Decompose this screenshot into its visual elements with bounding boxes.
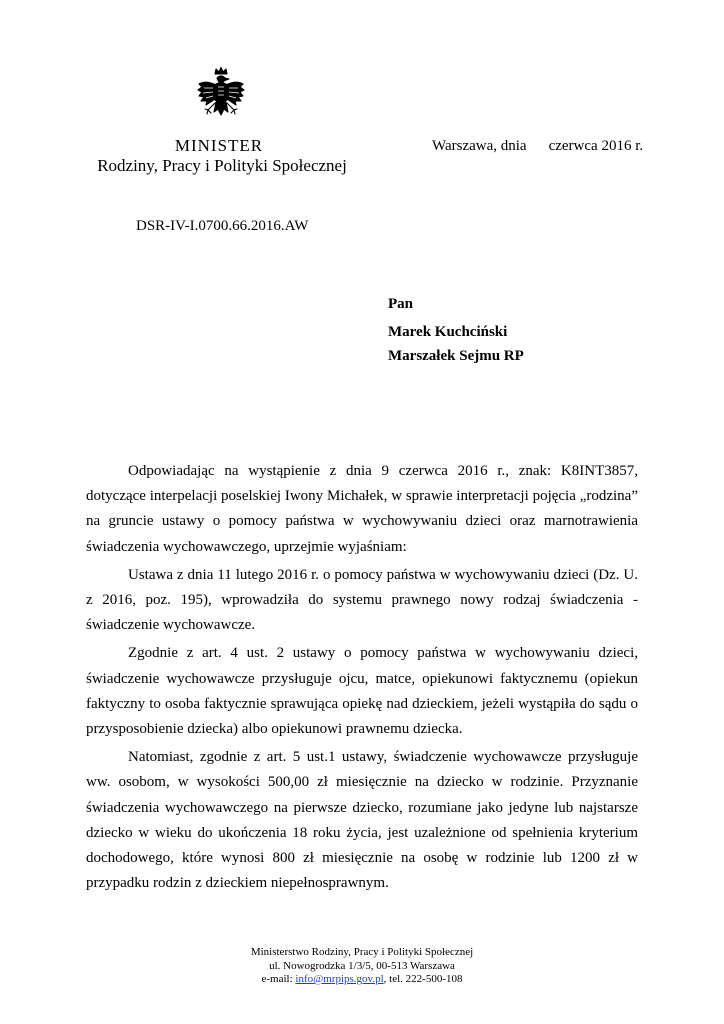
body-paragraph: Natomiast, zgodnie z art. 5 ust.1 ustawy, świadczenie wychowawcze przysługuje ww. osobom, w wysokości 500,00 zł miesięcznie na dziecko w rodzinie. Przyznanie świadczenia wychowawczego na pierwsze dziecko, rozumiane jako jedyne lub najstarsze dziecko w wieku do ukończenia 18 roku życia, jest uzależnione od spełnienia kryterium dochodowego, które wynosi 800 zł miesięcznie na osobę w rodzinie lub 1200 zł w przypadku rodzin z dzieckiem niepełnosprawnym. — [86, 749, 638, 892]
recipient-salutation: Pan — [388, 296, 414, 312]
ministry-name: Rodziny, Pracy i Polityki Społecznej — [97, 156, 347, 175]
minister-title: MINISTER — [174, 136, 264, 155]
footer-address: ul. Nowogrodzka 1/3/5, 00-513 Warszawa — [269, 959, 455, 972]
footer-email-label: e-mail: — [261, 973, 296, 985]
footer-email-link[interactable]: info@mrpips.gov.pl — [295, 973, 384, 985]
footer-contact — [0, 973, 724, 987]
polish-eagle-emblem-icon — [196, 66, 246, 128]
recipient-title: Marszałek Sejmu RP — [388, 348, 524, 364]
date-suffix: czerwca 2016 r. — [548, 138, 644, 154]
body-paragraph: Ustawa z dnia 11 lutego 2016 r. o pomocy państwa w wychowywaniu dzieci (Dz. U. z 2016, poz. 195), wprowadziła do systemu prawnego nowy rodzaj świadczenia - świadczenie wychowawcze. — [86, 566, 638, 634]
body-paragraph: Odpowiadając na wystąpienie z dnia 9 czerwca 2016 r., znak: K8INT3857, dotyczące interpelacji poselskiej Iwony Michałek, w sprawie interpretacji pojęcia „rodzina” na gruncie ustawy o pomocy państwa w wychowywaniu dzieci oraz marnotrawienia świadczenia wychowawczego, uprzejmie wyjaśniam: — [86, 463, 638, 555]
footer-ministry-name: Ministerstwo Rodziny, Pracy i Polityki Społecznej — [250, 946, 474, 958]
footer — [0, 946, 724, 987]
place-date — [432, 135, 643, 157]
reference-number: DSR-IV-I.0700.66.2016.AW — [136, 218, 309, 234]
letter-body — [86, 459, 638, 899]
footer-phone: , tel. 222-500-108 — [383, 973, 463, 985]
recipient-name: Marek Kuchciński — [388, 324, 508, 340]
body-paragraph: Zgodnie z art. 4 ust. 2 ustawy o pomocy państwa w wychowywaniu dzieci, świadczenie wychowawcze przysługuje ojcu, matce, opiekunowi faktycznemu (opiekun faktyczny to osoba faktycznie sprawująca opiekę nad dzieckiem, jeżeli wystąpiła do sądu o przysposobienie dziecka) albo opiekunowi prawnemu dziecka. — [86, 645, 638, 738]
place-prefix: Warszawa, dnia — [432, 138, 527, 154]
